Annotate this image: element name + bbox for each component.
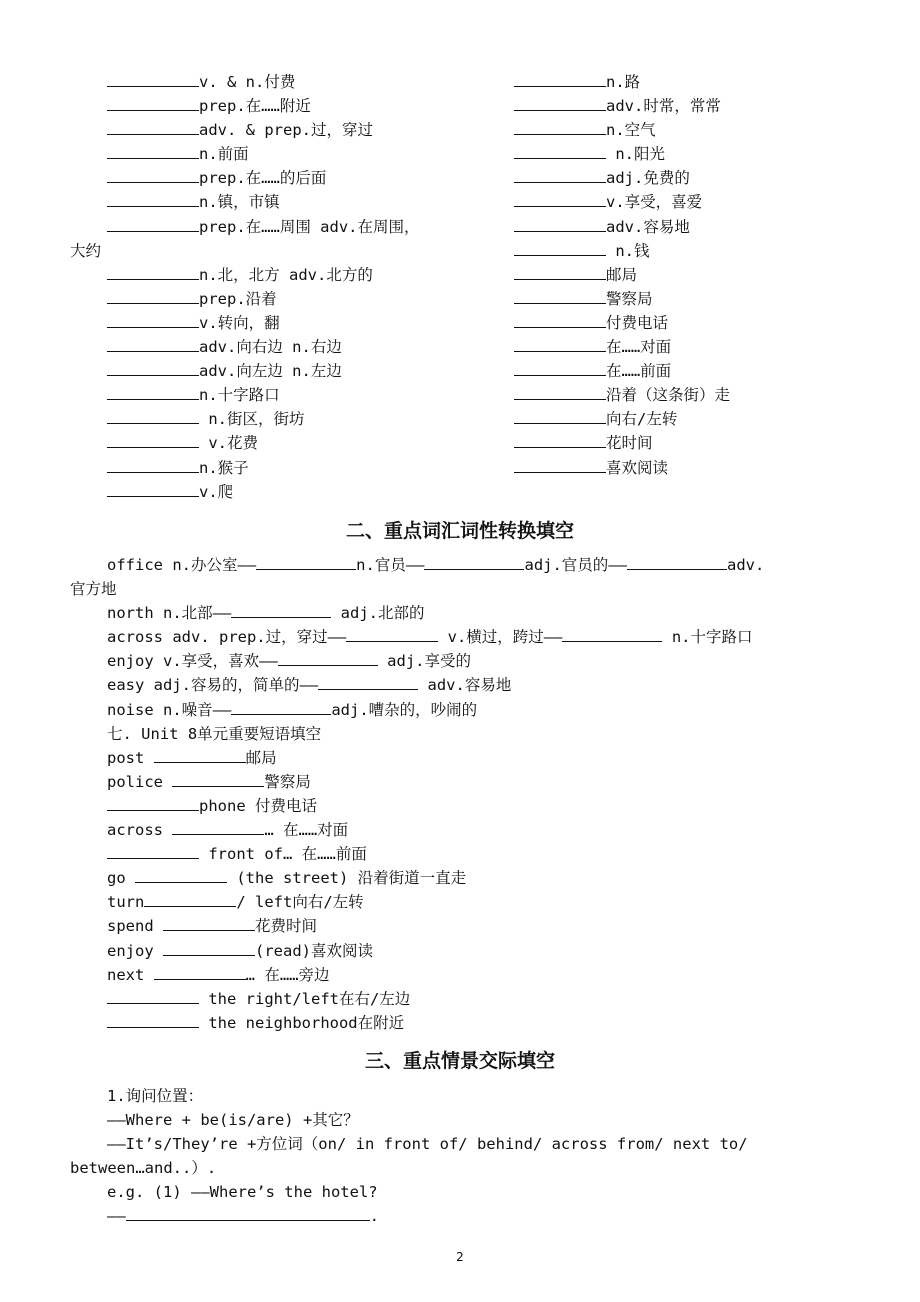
vocab-item: n.空气 [514,118,874,142]
answer-blank[interactable] [514,361,606,376]
dialogue-line-continuation: between…and..）. [70,1159,217,1178]
answer-blank[interactable] [107,361,199,376]
answer-blank[interactable] [562,627,662,642]
dialogue-section [70,1084,850,1229]
word-form-line: easy adj.容易的，简单的—— adv.容易地 [107,676,512,695]
answer-blank[interactable] [107,482,199,497]
phrase-line: spend 花费时间 [107,917,318,936]
answer-blank[interactable] [172,820,264,835]
answer-blank[interactable] [514,385,606,400]
phrase-line: the neighborhood在附近 [70,1011,850,1035]
vocab-item: 付费电话 [514,311,874,335]
answer-blank[interactable] [107,1013,199,1028]
vocab-item-continuation: 大约 [70,241,102,260]
vocab-item: adv.时常，常常 [514,94,874,118]
answer-blank[interactable] [231,700,331,715]
vocab-item: n.猴子 [70,456,460,480]
example-question: e.g. (1) ——Where’s the hotel? [107,1183,378,1202]
word-form-line: north n.北部—— adj.北部的 [107,604,425,623]
answer-blank[interactable] [126,1206,370,1221]
phrase-line: enjoy (read)喜欢阅读 [107,941,373,960]
answer-blank[interactable] [107,217,199,232]
phrase-line: across … 在……对面 [107,821,349,840]
answer-blank[interactable] [514,458,606,473]
section-heading: 七. Unit 8单元重要短语填空 [107,724,322,743]
dialogue-line: ——Where + be(is/are) +其它？ [107,1111,359,1130]
answer-blank[interactable] [514,241,606,256]
page-number: 2 [456,1250,464,1264]
answer-blank[interactable] [107,337,199,352]
answer-blank[interactable] [144,892,236,907]
answer-blank[interactable] [107,72,199,87]
vocab-item: n.北，北方 adv.北方的 [70,263,460,287]
dialogue-line: ——It’s/They’re +方位词（on/ in front of/ behind/ across from/ next to/ [107,1135,748,1154]
answer-blank[interactable] [163,941,255,956]
answer-blank[interactable] [163,916,255,931]
vocab-item: 警察局 [514,287,874,311]
word-form-line: noise n.噪音—— adj.嘈杂的，吵闹的 [107,700,478,719]
vocab-item: 向右/左转 [514,407,874,431]
vocab-item: n.阳光 [514,142,874,166]
answer-blank[interactable] [107,192,199,207]
answer-blank[interactable] [514,409,606,424]
vocab-item: n.镇，市镇 [70,190,460,214]
vocab-item: v.享受，喜爱 [514,190,874,214]
example-answer-line: —— . [107,1207,380,1226]
answer-blank[interactable] [514,96,606,111]
vocab-column-right [514,70,874,480]
answer-blank[interactable] [514,120,606,135]
phrase-line: turn / left向右/左转 [107,893,364,912]
vocab-item: adv.向左边 n.左边 [70,359,460,383]
vocab-item: n.钱 [514,239,874,263]
word-form-section [70,553,850,1035]
vocab-item: prep.在……附近 [70,94,460,118]
vocab-item: adj.免费的 [514,166,874,190]
answer-blank[interactable] [514,168,606,183]
vocab-item: adv. & prep.过，穿过 [70,118,460,142]
answer-blank[interactable] [231,603,331,618]
word-form-line: across adv. prep.过，穿过—— v.横过，跨过—— n.十字路口 [107,628,753,647]
word-form-line-continuation: 官方地 [70,580,117,599]
answer-blank[interactable] [107,289,199,304]
vocab-item: n.十字路口 [70,383,460,407]
answer-blank[interactable] [107,796,199,811]
answer-blank[interactable] [154,965,246,980]
answer-blank[interactable] [514,313,606,328]
answer-blank[interactable] [107,458,199,473]
phrase-line: next … 在……旁边 [107,965,330,984]
answer-blank[interactable] [107,120,199,135]
answer-blank[interactable] [514,265,606,280]
vocab-item: adv.容易地 [514,215,874,239]
phrase-line: the right/left在右/左边 [70,987,850,1011]
answer-blank[interactable] [107,96,199,111]
answer-blank[interactable] [107,989,199,1004]
answer-blank[interactable] [346,627,438,642]
vocab-item: 在……前面 [514,359,874,383]
answer-blank[interactable] [154,748,246,763]
answer-blank[interactable] [278,651,378,666]
phrase-line: phone 付费电话 [70,794,850,818]
section-title: 二、重点词汇词性转换填空 [345,520,574,542]
answer-blank[interactable] [424,555,524,570]
answer-blank[interactable] [514,433,606,448]
answer-blank[interactable] [514,289,606,304]
vocab-item: v. & n.付费 [70,70,460,94]
vocab-item: prep.在……周围 adv.在周围， [70,215,460,239]
answer-blank[interactable] [514,337,606,352]
answer-blank[interactable] [135,868,227,883]
answer-blank[interactable] [256,555,356,570]
answer-blank[interactable] [514,144,606,159]
vocab-item: n.前面 [70,142,460,166]
phrase-line: police 警察局 [107,772,311,791]
answer-blank[interactable] [107,433,199,448]
answer-blank[interactable] [172,772,264,787]
vocab-item: 邮局 [514,263,874,287]
dialogue-heading: 1.询问位置： [107,1087,204,1105]
answer-blank[interactable] [627,555,727,570]
answer-blank[interactable] [514,217,606,232]
vocab-item: n.街区，街坊 [70,407,460,431]
phrase-line: go (the street) 沿着街道一直走 [107,869,467,888]
vocab-item: prep.沿着 [70,287,460,311]
vocab-item: v.转向，翻 [70,311,460,335]
section-title: 三、重点情景交际填空 [364,1050,555,1072]
vocab-item: 喜欢阅读 [514,456,874,480]
phrase-line: front of… 在……前面 [70,842,850,866]
answer-blank[interactable] [107,313,199,328]
answer-blank[interactable] [514,72,606,87]
vocab-item: adv.向右边 n.右边 [70,335,460,359]
answer-blank[interactable] [107,265,199,280]
answer-blank[interactable] [107,144,199,159]
vocab-item: 沿着（这条街）走 [514,383,874,407]
vocab-item: v.爬 [70,480,460,504]
word-form-line: office n.办公室—— n.官员—— adj.官员的—— adv. [107,556,765,574]
vocab-item: n.路 [514,70,874,94]
answer-blank[interactable] [514,192,606,207]
answer-blank[interactable] [107,844,199,859]
answer-blank[interactable] [107,409,199,424]
answer-blank[interactable] [107,168,199,183]
phrase-line: post 邮局 [107,748,277,767]
vocab-item: prep.在……的后面 [70,166,460,190]
vocab-item: 在……对面 [514,335,874,359]
vocab-column-left [70,70,460,504]
answer-blank[interactable] [107,385,199,400]
word-form-line: enjoy v.享受，喜欢—— adj.享受的 [107,652,471,671]
vocab-item: v.花费 [70,431,460,455]
vocab-item: 花时间 [514,431,874,455]
answer-blank[interactable] [318,675,418,690]
